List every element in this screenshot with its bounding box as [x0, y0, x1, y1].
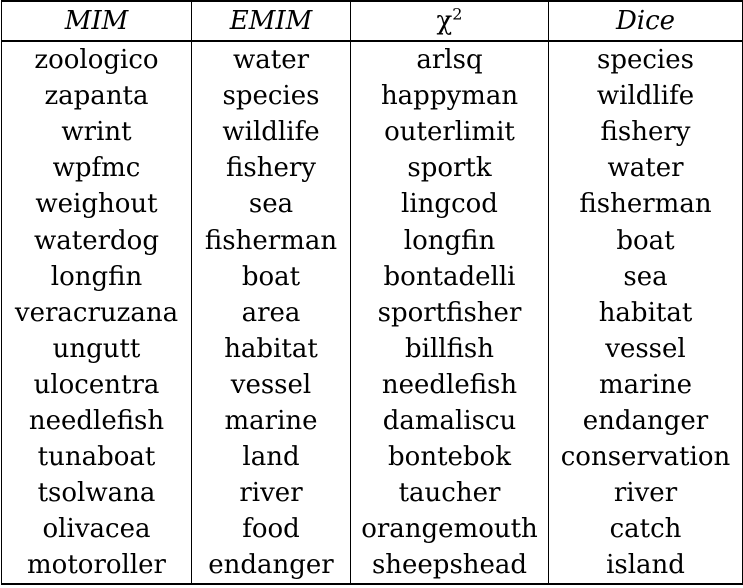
table-row — [2, 186, 743, 222]
cell-chi-squared: lingcod — [351, 186, 549, 222]
cell-emim: land — [192, 439, 351, 475]
cell-mim: weighout — [2, 186, 192, 222]
cell-dice: sea — [549, 259, 743, 295]
cell-dice: habitat — [549, 295, 743, 331]
header-dice: Dice — [549, 1, 743, 41]
cell-mim: waterdog — [2, 222, 192, 258]
cell-chi-squared: outerlimit — [351, 114, 549, 150]
cell-mim: zoologico — [2, 41, 192, 78]
cell-chi-squared: longfin — [351, 222, 549, 258]
table-row — [2, 150, 743, 186]
cell-dice: vessel — [549, 331, 743, 367]
cell-chi-squared: arlsq — [351, 41, 549, 78]
cell-mim: wrint — [2, 114, 192, 150]
cell-dice: boat — [549, 222, 743, 258]
header-chi-squared-exponent: 2 — [452, 4, 463, 24]
cell-chi-squared: taucher — [351, 475, 549, 511]
cell-dice: endanger — [549, 403, 743, 439]
table-row — [2, 114, 743, 150]
cell-emim: species — [192, 78, 351, 114]
cell-mim: zapanta — [2, 78, 192, 114]
cell-mim: ulocentra — [2, 367, 192, 403]
cell-emim: area — [192, 295, 351, 331]
cell-emim: vessel — [192, 367, 351, 403]
table-row — [2, 295, 743, 331]
table-row — [2, 367, 743, 403]
cell-dice: fishery — [549, 114, 743, 150]
cell-emim: habitat — [192, 331, 351, 367]
cell-mim: needlefish — [2, 403, 192, 439]
cell-mim: veracruzana — [2, 295, 192, 331]
cell-chi-squared: needlefish — [351, 367, 549, 403]
cell-dice: water — [549, 150, 743, 186]
table-body — [2, 41, 743, 584]
cell-dice: fisherman — [549, 186, 743, 222]
cell-chi-squared: orangemouth — [351, 511, 549, 547]
table-row — [2, 439, 743, 475]
cell-chi-squared: sportk — [351, 150, 549, 186]
cell-dice: wildlife — [549, 78, 743, 114]
table-row — [2, 78, 743, 114]
table-header — [2, 1, 743, 41]
table-row — [2, 511, 743, 547]
cell-emim: endanger — [192, 547, 351, 584]
cell-mim: motoroller — [2, 547, 192, 584]
header-row — [2, 1, 743, 41]
cell-chi-squared: billfish — [351, 331, 549, 367]
cell-emim: marine — [192, 403, 351, 439]
header-mim: MIM — [2, 1, 192, 41]
cell-dice: species — [549, 41, 743, 78]
cell-emim: river — [192, 475, 351, 511]
cell-chi-squared: damaliscu — [351, 403, 549, 439]
cell-emim: fishery — [192, 150, 351, 186]
cell-emim: boat — [192, 259, 351, 295]
cell-dice: river — [549, 475, 743, 511]
cell-chi-squared: bontebok — [351, 439, 549, 475]
table-row — [2, 331, 743, 367]
cell-emim: fisherman — [192, 222, 351, 258]
header-chi-squared: $\chi^2$ — [351, 1, 549, 41]
cell-chi-squared: happyman — [351, 78, 549, 114]
table-row — [2, 41, 743, 78]
cell-mim: olivacea — [2, 511, 192, 547]
term-comparison-table — [1, 0, 743, 585]
cell-emim: food — [192, 511, 351, 547]
cell-mim: tsolwana — [2, 475, 192, 511]
table-row — [2, 259, 743, 295]
table-row — [2, 403, 743, 439]
cell-mim: tunaboat — [2, 439, 192, 475]
cell-dice: island — [549, 547, 743, 584]
cell-emim: sea — [192, 186, 351, 222]
cell-emim: water — [192, 41, 351, 78]
table-row — [2, 222, 743, 258]
cell-chi-squared: sheepshead — [351, 547, 549, 584]
cell-chi-squared: sportfisher — [351, 295, 549, 331]
cell-emim: wildlife — [192, 114, 351, 150]
cell-chi-squared: bontadelli — [351, 259, 549, 295]
table-row — [2, 475, 743, 511]
header-emim: EMIM — [192, 1, 351, 41]
cell-mim: ungutt — [2, 331, 192, 367]
cell-dice: marine — [549, 367, 743, 403]
cell-mim: wpfmc — [2, 150, 192, 186]
cell-mim: longfin — [2, 259, 192, 295]
table-row — [2, 547, 743, 584]
cell-dice: conservation — [549, 439, 743, 475]
cell-dice: catch — [549, 511, 743, 547]
